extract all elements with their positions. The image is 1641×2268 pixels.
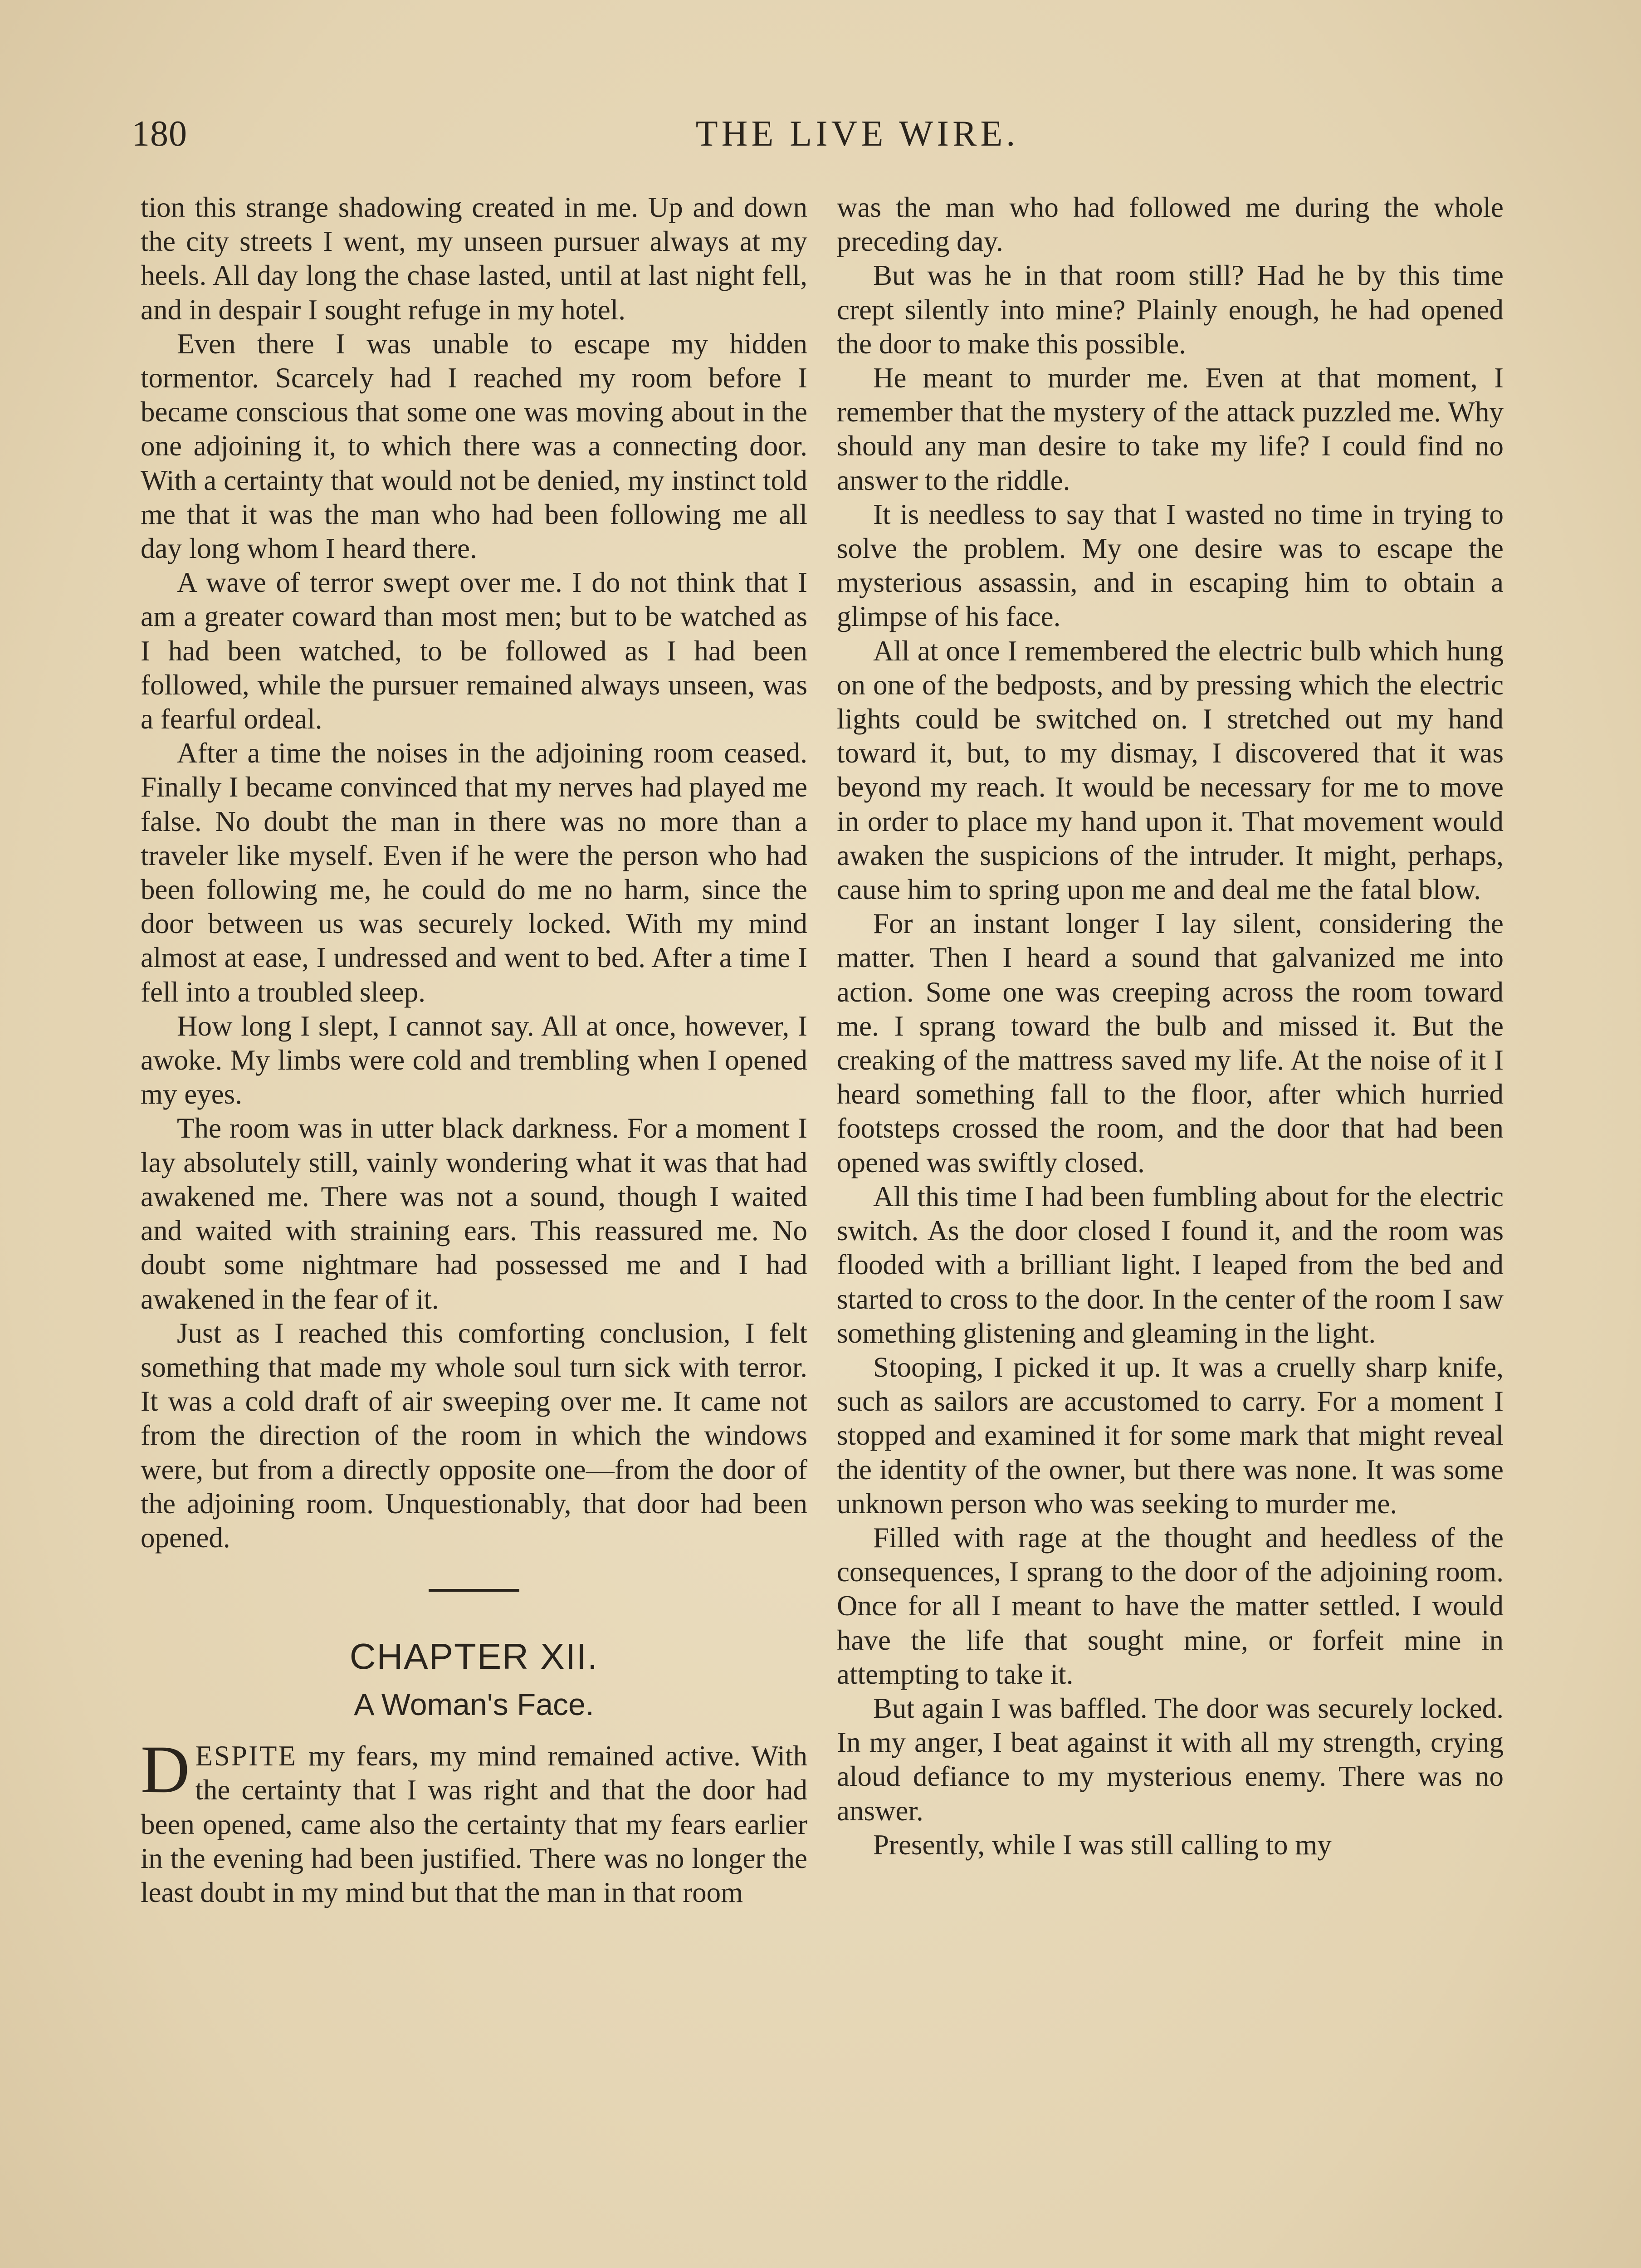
paragraph: He meant to murder me. Even at that moment, I remember that the mystery of the attack puzzled me. Why should any man desire to take my life? I could find no answer to the riddle. (837, 362, 1504, 496)
paragraph: It is needless to say that I wasted no time in trying to solve the problem. My one desire was to escape the mysterious assassin, and in escaping him to obtain a glimpse of his face. (837, 498, 1504, 633)
page-number: 180 (132, 114, 187, 154)
section-divider (429, 1589, 519, 1592)
paragraph: A wave of terror swept over me. I do not think that I am a greater coward than most men; but to be watched as I had been watched, to be followed as I had been followed, while the pursuer remained always unseen, was a fearful ordeal. (141, 567, 807, 735)
paragraph: After a time the noises in the adjoining room ceased. Finally I became convinced that my nerves had played me false. No doubt the man in there was no more than a traveler like myself. Even if he were the person who had been following me, he could do me no harm, since the door between us was securely locked. With my mind almost at ease, I undressed and went to bed. After a time I fell into a troubled sleep. (141, 737, 807, 1008)
paragraph: How long I slept, I cannot say. All at once, however, I awoke. My limbs were cold and trembling when I opened my eyes. (141, 1010, 807, 1110)
right-column (837, 191, 1504, 1862)
paragraph: Stooping, I picked it up. It was a cruelly sharp knife, such as sailors are accustomed to carry. For a moment I stopped and examined it for some mark that might reveal the identity of the owner, but there was none. It was some unknown person who was seeking to murder me. (837, 1351, 1504, 1520)
chapter-opening-text: my fears, my mind remained active. With the certainty that I was right and that the door had been opened, came also the certainty that my fears earlier in the evening had been justified. There was no longer the least doubt in my mind but that the man in that room (141, 1740, 807, 1908)
running-head: THE LIVE WIRE. (695, 114, 1019, 154)
paragraph: Presently, while I was still calling to my (873, 1828, 1332, 1861)
paragraph: All this time I had been fumbling about for the electric switch. As the door closed I found it, and the room was flooded with a brilliant light. I leaped from the bed and started to cross to the door. In the center of the room I saw something glistening and gleaming in the light. (837, 1180, 1504, 1349)
paragraph: Just as I reached this comforting conclusion, I felt something that made my whole soul turn sick with terror. It was a cold draft of air sweeping over me. It came not from the direction of the room in which the windows were, but from a directly opposite one—from the door of the adjoining room. Unquestionably, that door had been opened. (141, 1317, 807, 1554)
paragraph: The room was in utter black darkness. For a moment I lay absolutely still, vainly wondering what it was that had awakened me. There was not a sound, though I waited and waited with straining ears. This reassured me. No doubt some nightmare had possessed me and I had awakened in the fear of it. (141, 1112, 807, 1315)
paragraph: For an instant longer I lay silent, considering the matter. Then I heard a sound that galvanized me into action. Some one was creeping across the room toward me. I sprang toward the bulb and missed it. But the creaking of the mattress saved my life. At the noise of it I heard something fall to the floor, after which hurried footsteps crossed the room, and the door that had been opened was swiftly closed. (837, 908, 1504, 1178)
paragraph: Even there I was unable to escape my hidden tormentor. Scarcely had I reached my room before I became conscious that some one was moving about in the one adjoining it, to which there was a connecting door. With a certainty that would not be denied, my instinct told me that it was the man who had been following me all day long whom I heard there. (141, 327, 807, 565)
paragraph: But was he in that room still? Had he by this time crept silently into mine? Plainly enough, he had opened the door to make this possible. (837, 259, 1504, 360)
paragraph: was the man who had followed me during the whole preceding day. (837, 191, 1504, 258)
left-column (141, 191, 807, 1910)
page-header (132, 113, 1510, 168)
paragraph: But again I was baffled. The door was securely locked. In my anger, I beat against it with all my strength, crying aloud defiance to my mysterious enemy. There was no answer. (837, 1692, 1504, 1827)
chapter-opening-paragraph (141, 1732, 807, 1910)
paragraph: tion this strange shadowing created in me. Up and down the city streets I went, my unseen pursuer always at my heels. All day long the chase lasted, until at last night fell, and in despair I sought refuge in my hotel. (141, 191, 807, 326)
drop-cap: D (141, 1732, 190, 1808)
chapter-subtitle: A Woman's Face. (354, 1687, 594, 1722)
paragraph: All at once I remembered the electric bulb which hung on one of the bedposts, and by pressing which the electric lights could be switched on. I stretched out my hand toward it, but, to my dismay, I discovered that it was beyond my reach. It would be necessary for me to move in order to place my hand upon it. That movement would awaken the suspicions of the intruder. It might, perhaps, cause him to spring upon me and deal me the fatal blow. (837, 635, 1504, 906)
paragraph: Filled with rage at the thought and heedless of the consequences, I sprang to the door of the adjoining room. Once for all I meant to have the matter settled. I would have the life that sought mine, or forfeit mine in attempting to take it. (837, 1521, 1504, 1690)
drop-cap-word-rest: ESPITE (195, 1740, 297, 1772)
chapter-title: CHAPTER XII. (349, 1636, 599, 1677)
